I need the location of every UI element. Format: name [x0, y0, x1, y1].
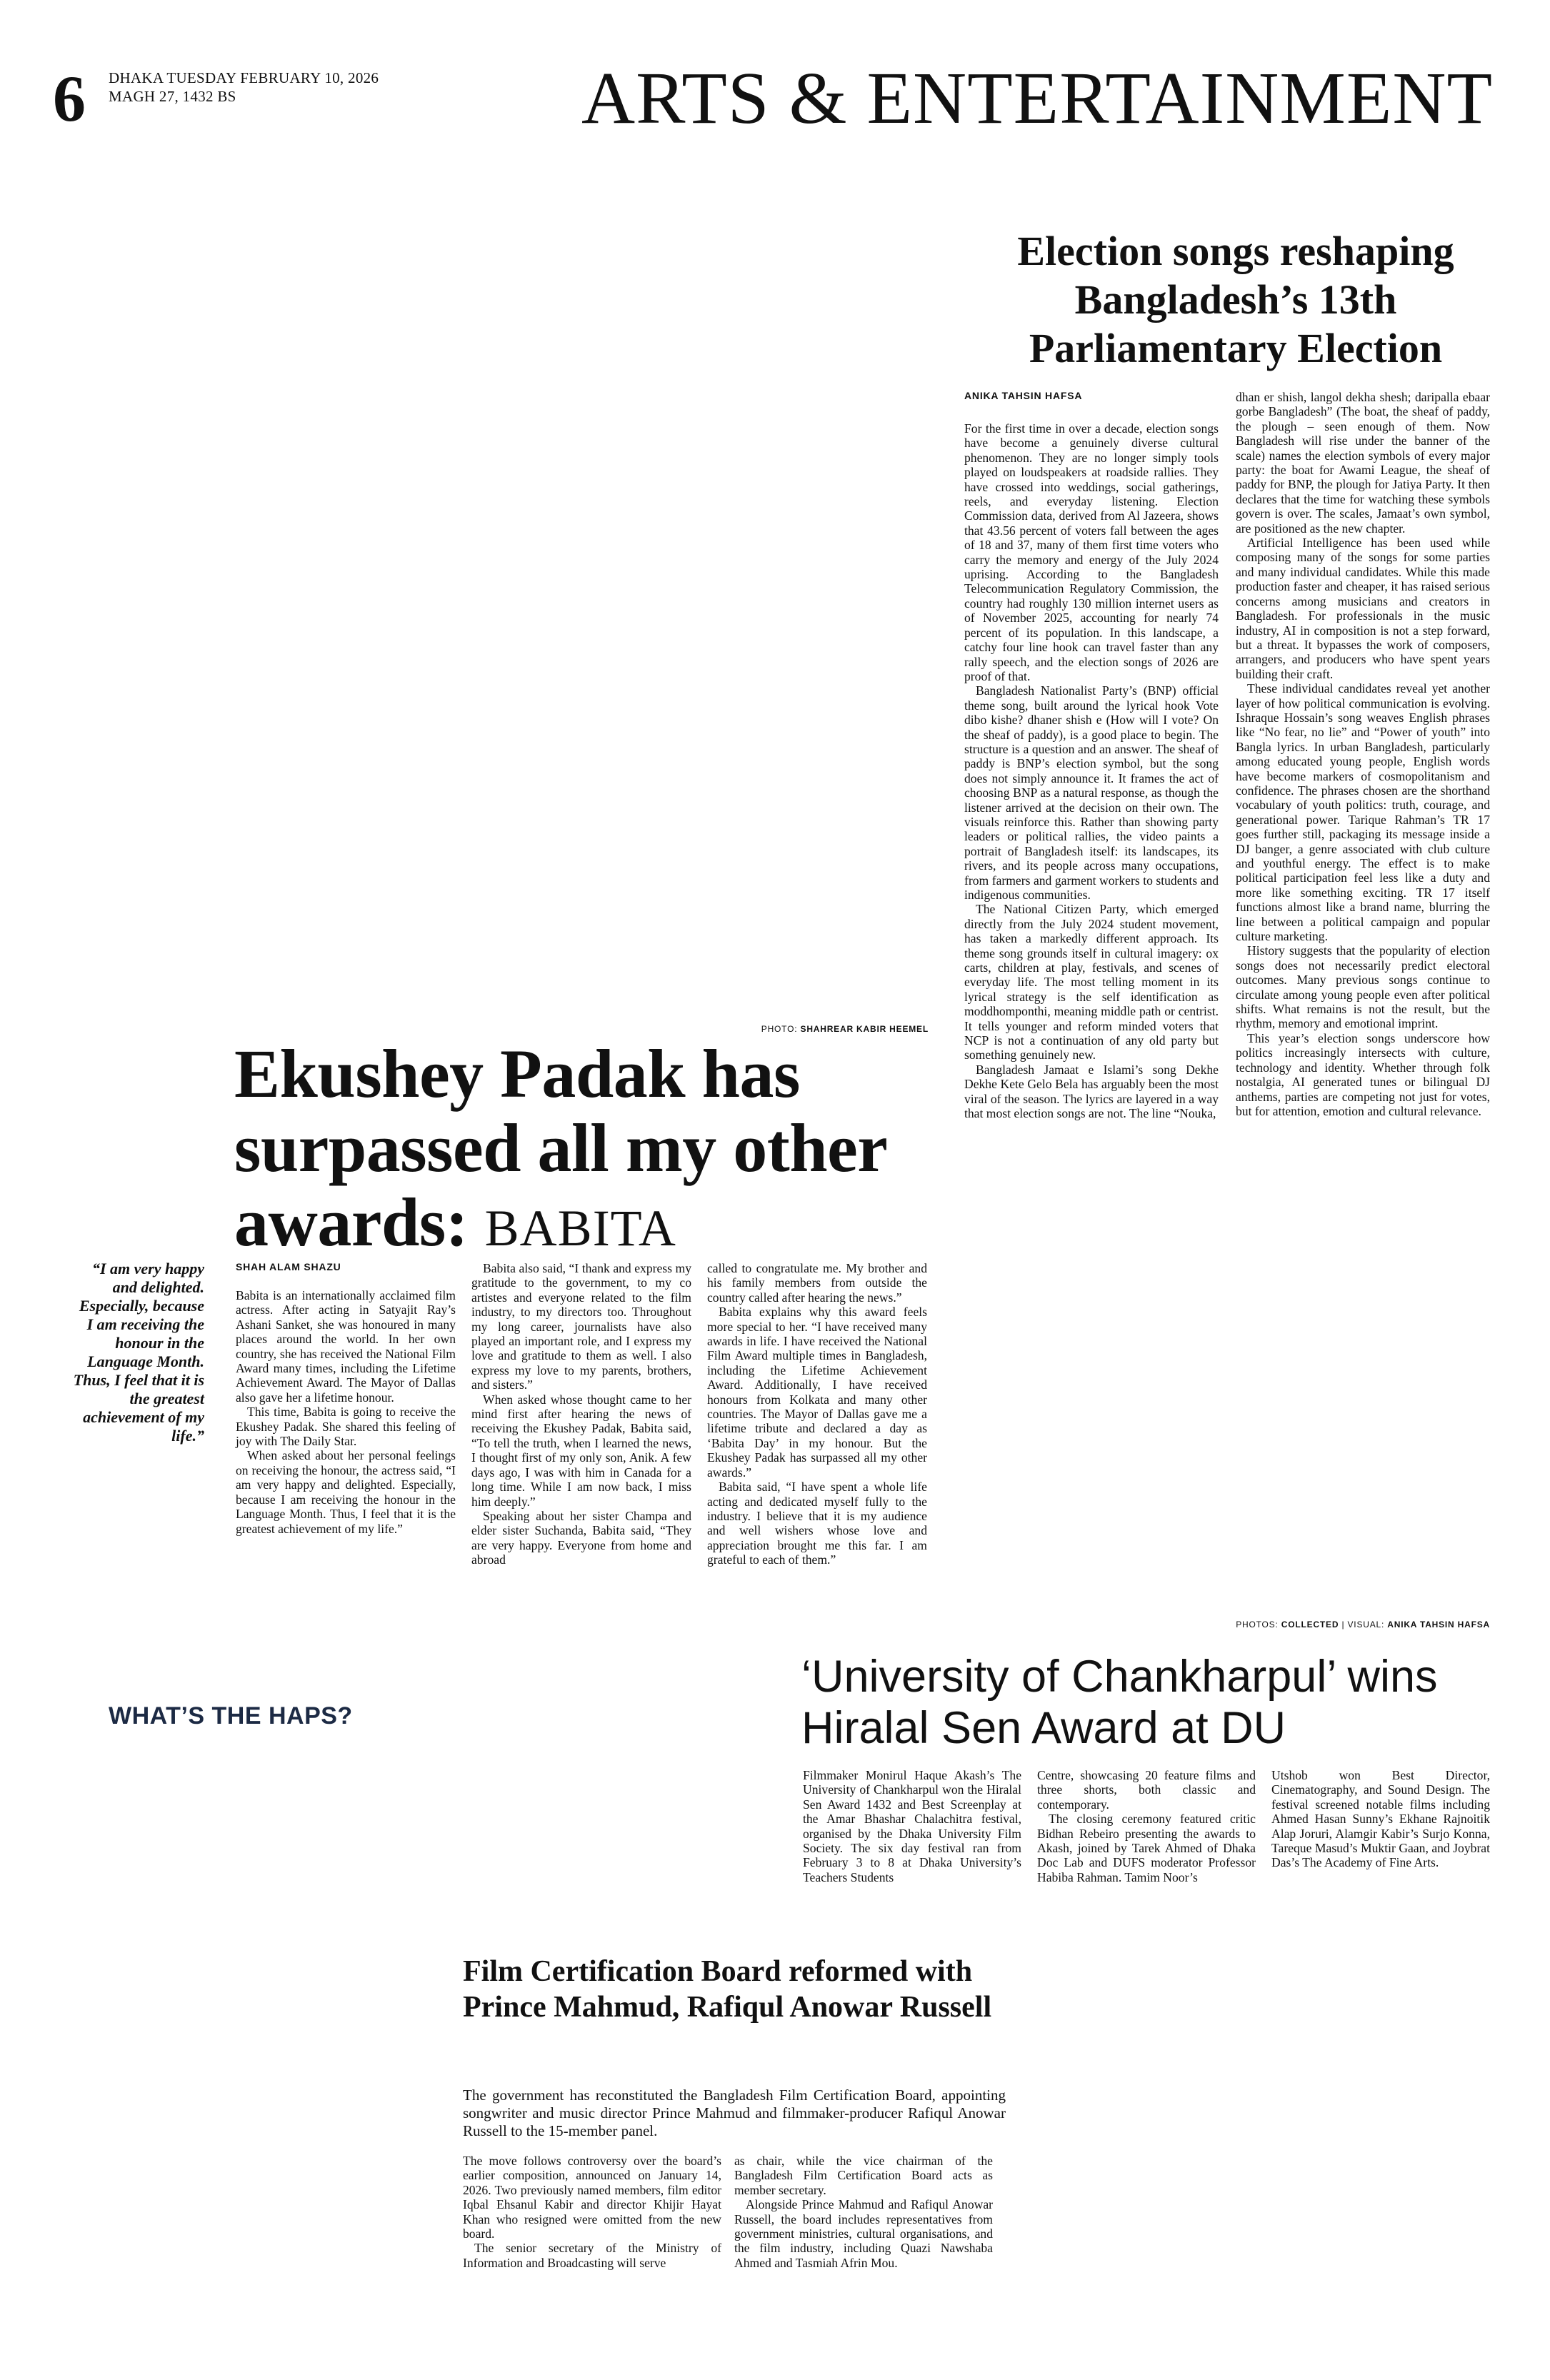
chankharpul-paragraph: The closing ceremony featured critic Bidhan Rebeiro presenting the awards to Akash, joined by Tarek Ahmed of Dhaka Doc Lab and DUFS moderator Professor Habiba Rahman. Tamim Noor’s	[1037, 1812, 1256, 1884]
election-paragraph: Bangladesh Jamaat e Islami’s song Dekhe Dekhe Kete Gelo Bela has arguably been the most viral of the season. The lyrics are layered in a way that most election songs are not. The line “Nouka,	[964, 1062, 1219, 1121]
chankharpul-column-3	[1271, 1768, 1490, 1870]
ekushey-headline-name: BABITA	[484, 1200, 676, 1257]
election-credits	[1114, 1620, 1490, 1630]
film-board-lede: The government has reconstituted the Bangladesh Film Certification Board, appointing songwriter and music director Prince Mahmud and filmmaker-producer Rafiqul Anowar Russell to the 15-member panel.	[463, 2087, 1006, 2139]
ekushey-column-2	[471, 1261, 691, 1567]
chankharpul-column-1	[803, 1768, 1021, 1884]
ekushey-headline-main: Ekushey Padak has surpassed all my other awards:	[234, 1035, 886, 1260]
visual-credit-name: ANIKA TAHSIN HAFSA	[1387, 1620, 1490, 1630]
whats-the-haps-label: WHAT’S THE HAPS?	[109, 1702, 353, 1729]
chankharpul-column-2	[1037, 1768, 1256, 1884]
page-number: 6	[53, 62, 86, 135]
film-board-column-1	[463, 2154, 721, 2270]
ekushey-paragraph	[236, 1288, 456, 1405]
election-byline: ANIKA TAHSIN HAFSA	[964, 390, 1083, 401]
film-board-paragraph: The move follows controversy over the board’s earlier composition, announced on January 14, 2026. Two previously named members, film editor Iqbal Ehsanul Kabir and director Khijir Hayat Khan who resigned were omitted from the new board.	[463, 2154, 721, 2241]
ekushey-paragraph: This time, Babita is going to receive the Ekushey Padak. She shared this feeling of joy with The Daily Star.	[236, 1405, 456, 1449]
election-paragraph: Artificial Intelligence has been used while composing many of the songs for some parties and many individual candidates. While this made production faster and cheaper, it has raised serious concerns among musicians and creators in Bangladesh. For professionals in the music industry, AI in composition is not a step forward, but a threat. It bypasses the work of composers, arrangers, and producers who have spent years building their craft.	[1236, 536, 1490, 681]
ekushey-paragraph: Babita said, “I have spent a whole life acting and dedicated myself fully to the industry. I believe that it is my audience and well wishers whose love and appreciation brought me this far. I am grateful to each of them.”	[707, 1480, 927, 1567]
election-paragraph: For the first time in over a decade, election songs have become a genuinely diverse cultural phenomenon. They are no longer simply tools played on loudspeakers at roadside rallies. They have crossed into weddings, social gatherings, reels, and everyday listening. Election Commission data, derived from Al Jazeera, shows that 43.56 percent of voters fall between the ages of 18 and 37, many of them first time voters who carry the memory and energy of the July 2024 uprising. According to the Bangladesh Telecommunication Regulatory Commission, the country had roughly 130 million internet users as of November 2025, accounting for nearly 74 percent of its population. In this landscape, a catchy four line hook can travel faster than any rally speech, and the election songs of 2026 are proof of that.	[964, 421, 1219, 683]
film-board-paragraph: as chair, while the vice chairman of the Bangladesh Film Certification Board acts as member secretary.	[734, 2154, 993, 2197]
election-paragraph: This year’s election songs underscore how politics increasingly intersects with culture, technology and identity. Whether through folk nostalgia, AI generated tunes or bilingual DJ anthems, parties are competing not just for votes, but for attention, emotion and cultural relevance.	[1236, 1030, 1490, 1118]
ekushey-paragraph: Babita also said, “I thank and express my gratitude to the government, to my co artistes and everyone related to the film industry, to my directors too. Throughout my long career, journalists have also played an important role, and I express my love and gratitude to them as well. I also express my love to my parents, brothers, and sisters.”	[471, 1261, 691, 1392]
photo-credit-name: SHAHREAR KABIR HEEMEL	[800, 1024, 929, 1034]
ekushey-paragraph: Speaking about her sister Champa and elder sister Suchanda, Babita said, “They are very happy. Everyone from home and abroad	[471, 1508, 691, 1567]
election-paragraph: These individual candidates reveal yet another layer of how political communication is evolving. Ishraque Hossain’s song weaves English phrases like “No fear, no lie” and “Power of youth” into Bangla lyrics. In urban Bangladesh, particularly among educated young people, English words have become markers of cosmopolitanism and confidence. The phrases chosen are the shorthand vocabulary of youth politics: truth, courage, and generational power. Tarique Rahman’s TR 17 goes further still, packaging its message inside a DJ banger, a genre associated with club culture and youthful energy. The effect is to make political participation feel less like a duty and more like something exciting. TR 17 itself functions almost like a brand name, blurring the line between a political campaign and popular culture marketing.	[1236, 681, 1490, 944]
visual-credit-label: VISUAL:	[1347, 1620, 1385, 1630]
ekushey-pull-quote: “I am very happy and delighted. Especially, because I am receiving the honour in the Language Month. Thus, I feel that it is the greatest achievement of my life.”	[73, 1260, 204, 1445]
ekushey-column-1	[236, 1288, 456, 1536]
ekushey-paragraph: When asked whose thought came to her mind first after hearing the news of receiving the Ekushey Padak, Babita said, “To tell the truth, when I learned the news, I thought first of my only son, Anik. A few days ago, I was with him in Canada for a long time. While I am now back, I miss him deeply.”	[471, 1392, 691, 1509]
ekushey-paragraph: called to congratulate me. My brother and his family members from outside the country called after hearing the news.”	[707, 1261, 927, 1305]
dateline	[109, 69, 379, 106]
credit-separator: |	[1341, 1620, 1348, 1630]
photo-credit-name: COLLECTED	[1281, 1620, 1339, 1630]
chankharpul-paragraph: Filmmaker Monirul Haque Akash’s The University of Chankharpul won the Hiralal Sen Award 1432 and Best Screenplay at the Amar Bhashar Chalachitra festival, organised by the Dhaka University Film Society. The six day festival ran from February 3 to 8 at Dhaka University’s Teachers Students	[803, 1768, 1021, 1884]
election-paragraph: Bangladesh Nationalist Party’s (BNP) official theme song, built around the lyrical hook Vote dibo kishe? dhaner shish e (How will I vote? On the sheaf of paddy), is a good place to begin. The structure is a question and an answer. The sheaf of paddy is BNP’s election symbol, but the song does not simply announce it. It frames the act of choosing BNP as a natural response, as though the listener arrived at the decision on their own. The visuals reinforce this. Rather than showing party leaders or political rallies, the video paints a portrait of Bangladesh itself: its landscapes, its rivers, and its people across many occupations, from farmers and garment workers to students and indigenous communities.	[964, 683, 1219, 902]
ekushey-byline: SHAH ALAM SHAZU	[236, 1261, 341, 1272]
election-paragraph: dhan er shish, langol dekha shesh; daripalla ebaar gorbe Bangladesh” (The boat, the sheaf of paddy, the plough – seen enough of them. Now Bangladesh will rise under the banner of the scale) names the election symbols of every major party: the boat for Awami League, the sheaf of paddy for BNP, the plough for Jatiya Party. It then declares that the time for watching these symbols govern is over. The scales, Jamaat’s own symbol, are positioned as the new chapter.	[1236, 390, 1490, 536]
date-line: DHAKA TUESDAY FEBRUARY 10, 2026	[109, 69, 379, 86]
section-title: ARTS & ENTERTAINMENT	[581, 57, 1493, 139]
film-board-column-2	[734, 2154, 993, 2270]
chankharpul-headline: ‘University of Chankharpul’ wins Hiralal Sen Award at DU	[801, 1652, 1438, 1753]
ekushey-photo-credit	[643, 1024, 929, 1034]
bangla-date-line: MAGH 27, 1432 BS	[109, 88, 236, 105]
film-board-paragraph: The senior secretary of the Ministry of Information and Broadcasting will serve	[463, 2241, 721, 2270]
chankharpul-paragraph: Centre, showcasing 20 feature films and three shorts, both classic and contemporary.	[1037, 1768, 1256, 1812]
film-board-headline: Film Certification Board reformed with Prince Mahmud, Rafiqul Anowar Russell	[463, 1955, 992, 2024]
film-board-paragraph: Alongside Prince Mahmud and Rafiqul Anowar Russell, the board includes representatives from government ministries, cultural organisations, and the film industry, including Quazi Nawshaba Ahmed and Tasmiah Afrin Mou.	[734, 2197, 993, 2270]
election-paragraph: History suggests that the popularity of election songs does not necessarily predict electoral outcomes. Many previous songs continue to circulate among young people even after political shifts. What remains is not the result, but the rhythm, memory and emotional imprint.	[1236, 943, 1490, 1031]
ekushey-headline	[234, 1037, 934, 1265]
photo-credit-label: PHOTOS:	[1236, 1620, 1279, 1630]
ekushey-column-3	[707, 1261, 927, 1567]
ekushey-paragraph: Babita explains why this award feels more special to her. “I have received many awards in life. I have received the National Film Award multiple times in Bangladesh, including the Lifetime Achievement Award. Additionally, I have received honours from Kolkata and many other countries. The Mayor of Dallas gave me a lifetime tribute and declared a day as ‘Babita Day’ in my honour. But the Ekushey Padak has surpassed all my other awards.”	[707, 1305, 927, 1480]
ekushey-paragraph-text: Babita is an internationally acclaimed film actress. After acting in Satyajit Ray’s Ashani Sanket, she was honoured in many places around the world. In her own country, she has received the National Film Award many times, including the Lifetime Achievement Award. The Mayor of Dallas also gave her a lifetime honour.	[236, 1288, 456, 1405]
chankharpul-paragraph: Utshob won Best Director, Cinematography, and Sound Design. The festival screened notable films including Ahmed Hasan Sunny’s Ekhane Rajnoitik Alap Joruri, Alamgir Kabir’s Surjo Konna, Tareque Masud’s Muktir Gaan, and Joybrat Das’s The Academy of Fine Arts.	[1271, 1768, 1490, 1870]
election-column-1	[964, 421, 1219, 1121]
election-paragraph: The National Citizen Party, which emerged directly from the July 2024 student movement, has taken a markedly different approach. Its theme song grounds itself in cultural imagery: ox carts, children at play, festivals, and scenes of everyday life. The most telling moment in its lyrical strategy is the self identification as moddhomponthi, meaning middle path or centrist. It tells younger and reform minded voters that NCP is not a continuation of any old party but something genuinely new.	[964, 902, 1219, 1063]
photo-credit-label: PHOTO:	[761, 1024, 798, 1034]
election-column-2	[1236, 390, 1490, 1118]
election-headline: Election songs reshaping Bangladesh’s 13th Parliamentary Election	[1017, 228, 1454, 371]
ekushey-paragraph: When asked about her personal feelings on receiving the honour, the actress said, “I am very happy and delighted. Especially, because I am receiving the honour in the Language Month. Thus, I feel that it is the greatest achievement of my life.”	[236, 1448, 456, 1536]
